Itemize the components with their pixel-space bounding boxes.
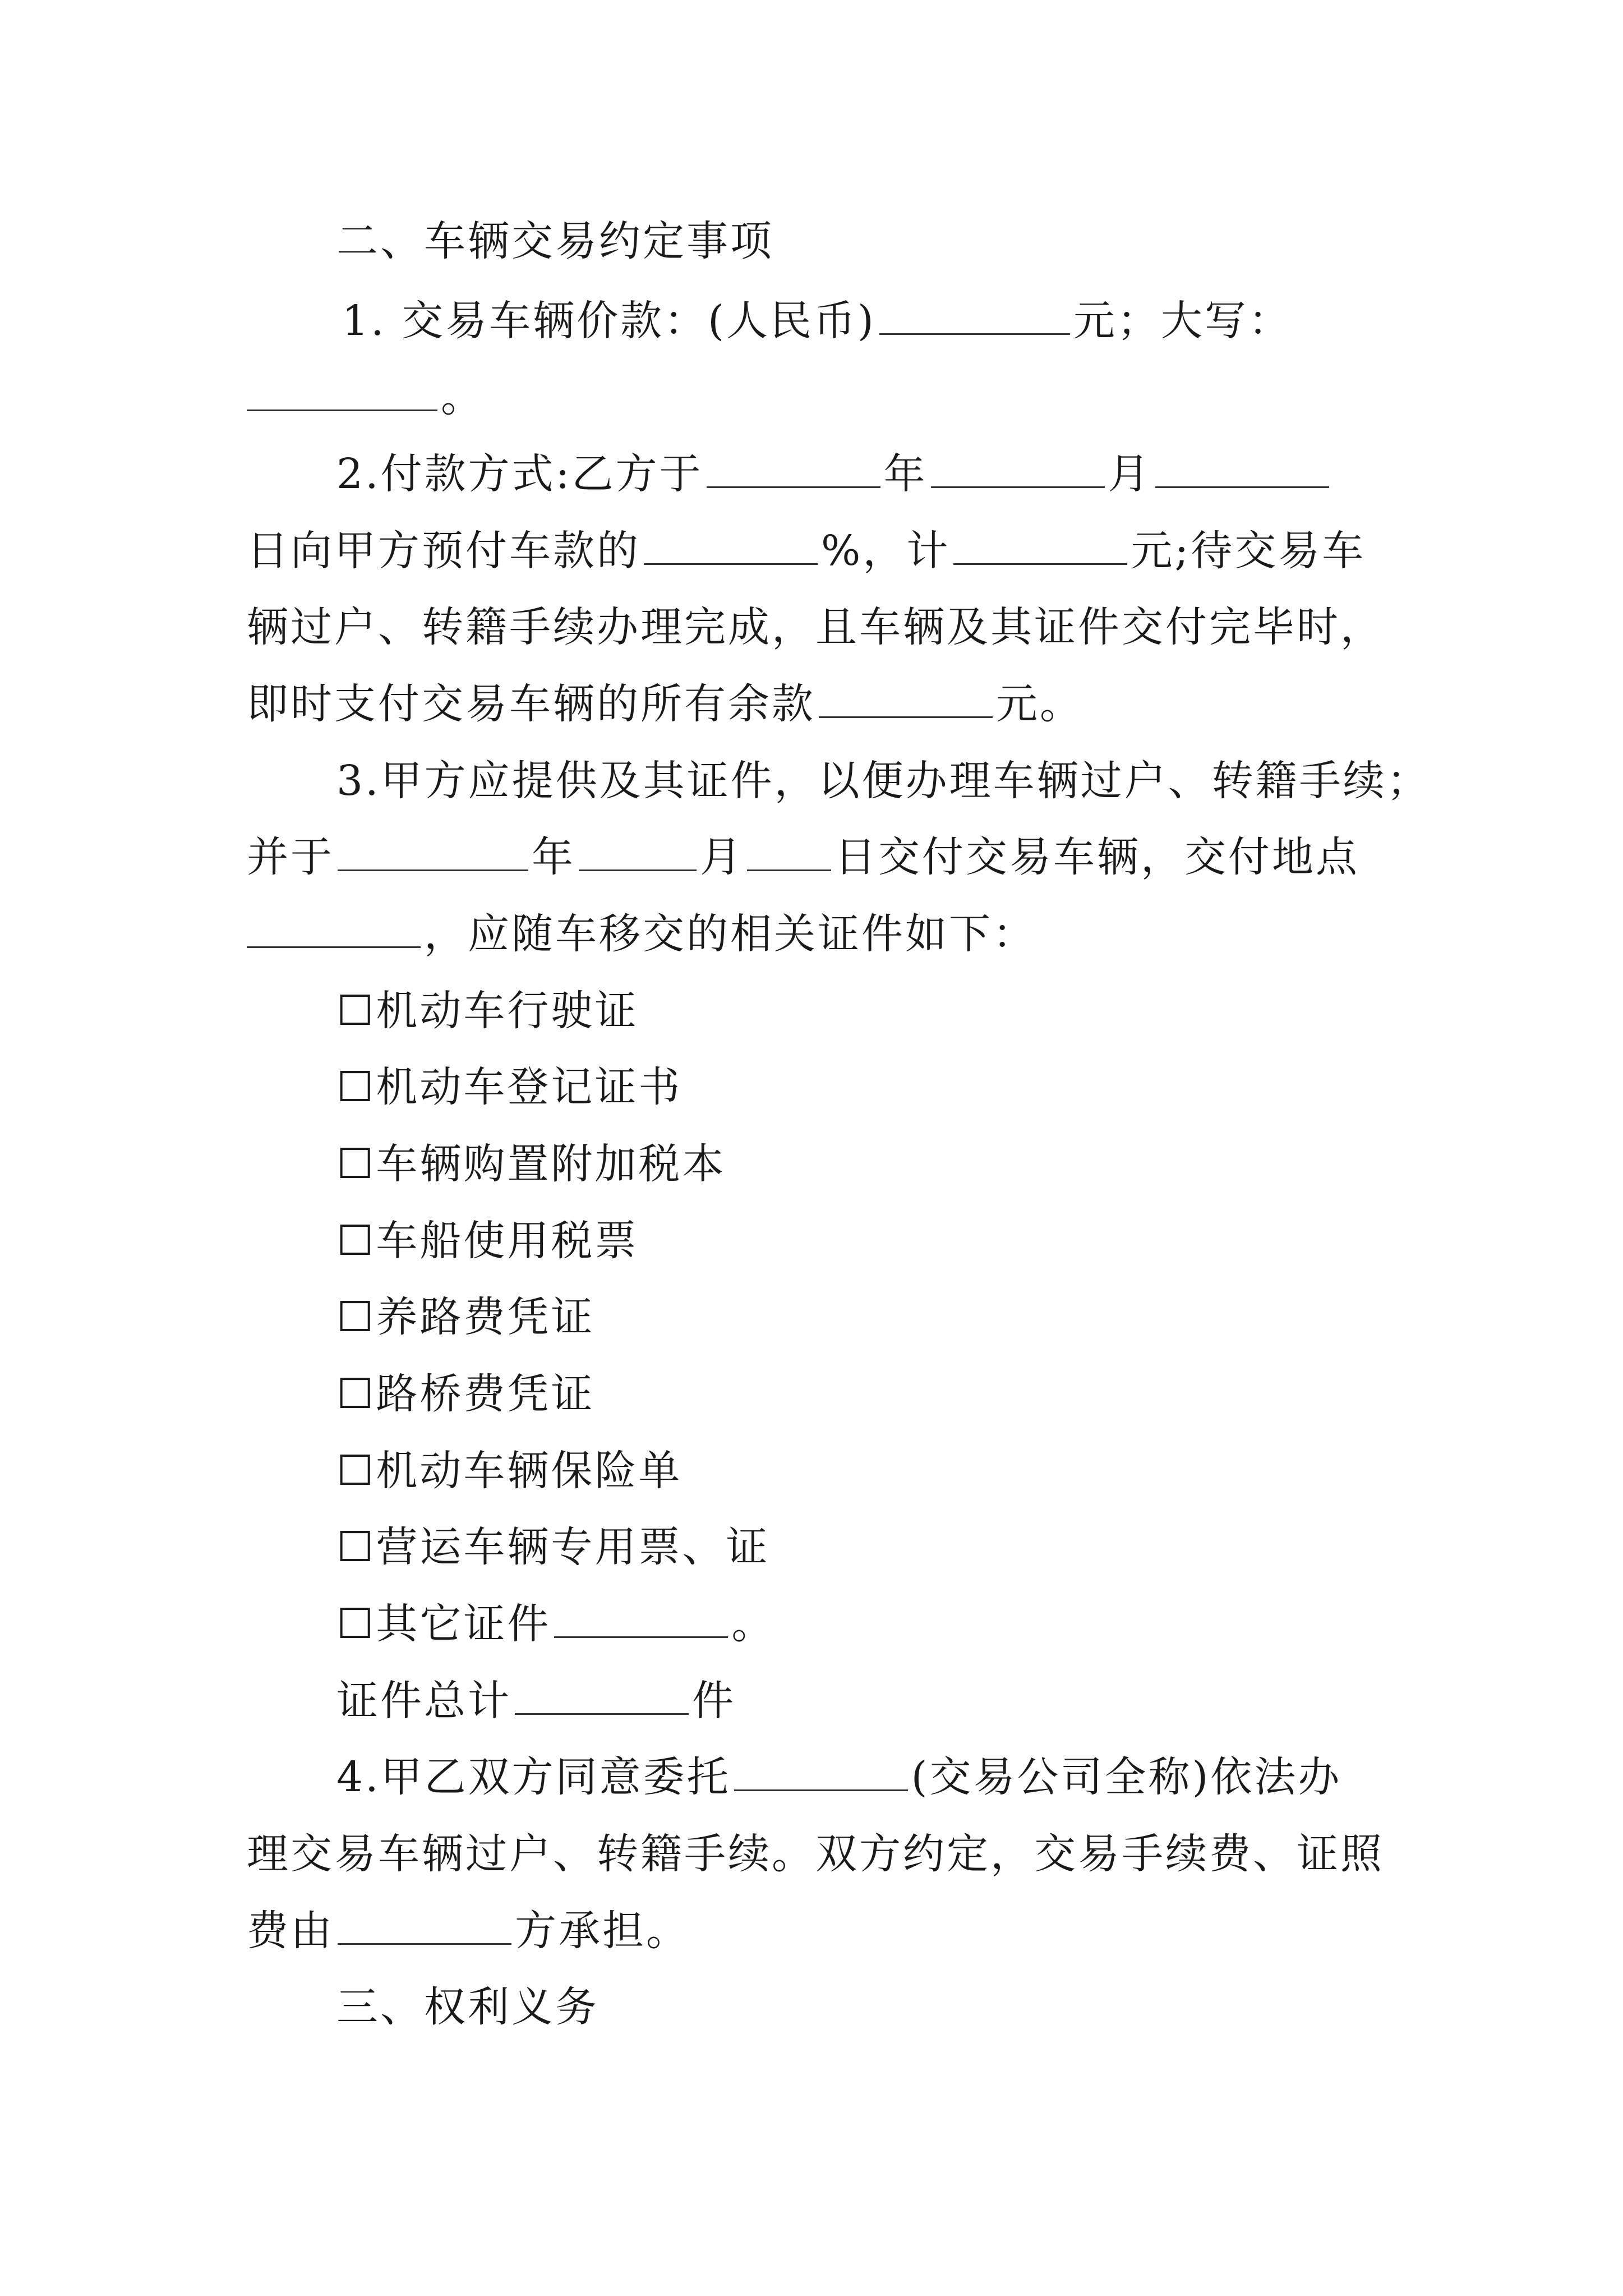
delivery-place-blank[interactable] (247, 907, 421, 948)
item2-line4 (247, 676, 1083, 732)
delivery-year-label: 年 (532, 833, 575, 881)
documents-unit-label: 件 (692, 1677, 736, 1725)
section-heading-rights-obligations: 三、权利义务 (336, 1983, 599, 2031)
checklist-item[interactable]: ☐营运车辆专用票、证 (336, 1523, 770, 1571)
item2-line1 (336, 446, 1332, 502)
item1-uppercase-line (247, 369, 485, 425)
prepay-label: 日向甲方预付车款的 (247, 527, 640, 575)
fee-payer-end: 方承担。 (515, 1907, 690, 1955)
payment-month-blank[interactable] (931, 447, 1105, 488)
checklist-item[interactable]: ☐机动车辆保险单 (336, 1447, 683, 1495)
documents-total-line (336, 1673, 736, 1729)
item3-line1: 3.甲方应提供及其证件，以便办理车辆过户、转籍手续； (336, 757, 1431, 805)
company-fullname-label: (交易公司全称)依法办 (911, 1753, 1342, 1801)
price-amount-blank[interactable] (879, 294, 1070, 335)
delivery-label: 并于 (247, 833, 334, 881)
price-uppercase-blank[interactable] (247, 370, 437, 411)
other-docs-label: ☐其它证件 (336, 1600, 551, 1648)
payment-day-blank[interactable] (1155, 447, 1329, 488)
delivery-place-label: 日交付交易车辆，交付地点 (834, 833, 1359, 881)
year-label: 年 (883, 450, 928, 498)
fee-payer-label: 费由 (247, 1907, 334, 1955)
payment-year-blank[interactable] (707, 447, 880, 488)
item4-line2: 理交易车辆过户、转籍手续。双方约定，交易手续费、证照 (247, 1830, 1384, 1878)
item1-price-label: 1. 交易车辆价款：(人民币) (342, 297, 876, 345)
item2-line2 (247, 523, 1366, 579)
documents-intro: ，应随车移交的相关证件如下： (424, 910, 1036, 958)
percent-label: %，计 (821, 527, 951, 575)
item1-uppercase-label: 元；大写： (1073, 297, 1292, 345)
checklist-item[interactable]: ☐路桥费凭证 (336, 1370, 595, 1418)
other-docs-blank[interactable] (554, 1597, 728, 1638)
remaining-label: 元;待交易车 (1131, 527, 1366, 575)
delivery-month-label: 月 (700, 833, 744, 881)
checklist-item[interactable]: ☐机动车行驶证 (336, 987, 639, 1035)
checklist-item[interactable]: ☐机动车登记证书 (336, 1063, 683, 1111)
item3-line3 (247, 906, 1036, 962)
item2-line3: 辆过户、转籍手续办理完成，且车辆及其证件交付完毕时， (247, 603, 1384, 651)
checklist-item[interactable]: ☐车辆购置附加税本 (336, 1140, 726, 1188)
delivery-year-blank[interactable] (338, 830, 528, 871)
balance-amount-blank[interactable] (819, 677, 993, 718)
section-heading-vehicle-terms: 二、车辆交易约定事项 (336, 217, 774, 265)
item4-line1 (336, 1749, 1341, 1805)
delivery-month-blank[interactable] (579, 830, 697, 871)
fee-payer-blank[interactable] (338, 1904, 511, 1945)
documents-total-label: 证件总计 (336, 1677, 511, 1725)
item1-end-punct: 。 (441, 373, 485, 421)
payment-method-label: 2.付款方式:乙方于 (336, 450, 703, 498)
entrust-label: 4.甲乙双方同意委托 (336, 1753, 731, 1801)
other-docs-end: 。 (731, 1600, 776, 1648)
checklist-item[interactable]: ☐车船使用税票 (336, 1217, 639, 1265)
yuan-label: 元。 (996, 680, 1083, 728)
checklist-item-other[interactable] (336, 1596, 775, 1652)
documents-total-blank[interactable] (515, 1674, 689, 1715)
balance-label: 即时支付交易车辆的所有余款 (247, 680, 815, 728)
checklist-item[interactable]: ☐养路费凭证 (336, 1293, 595, 1341)
trading-company-blank[interactable] (734, 1750, 908, 1791)
prepay-percent-blank[interactable] (644, 524, 818, 565)
delivery-day-blank[interactable] (747, 830, 831, 871)
item3-line2 (247, 829, 1359, 885)
item1-price-line (342, 293, 1292, 349)
month-label: 月 (1108, 450, 1152, 498)
prepay-amount-blank[interactable] (953, 524, 1127, 565)
item4-line3 (247, 1903, 690, 1959)
